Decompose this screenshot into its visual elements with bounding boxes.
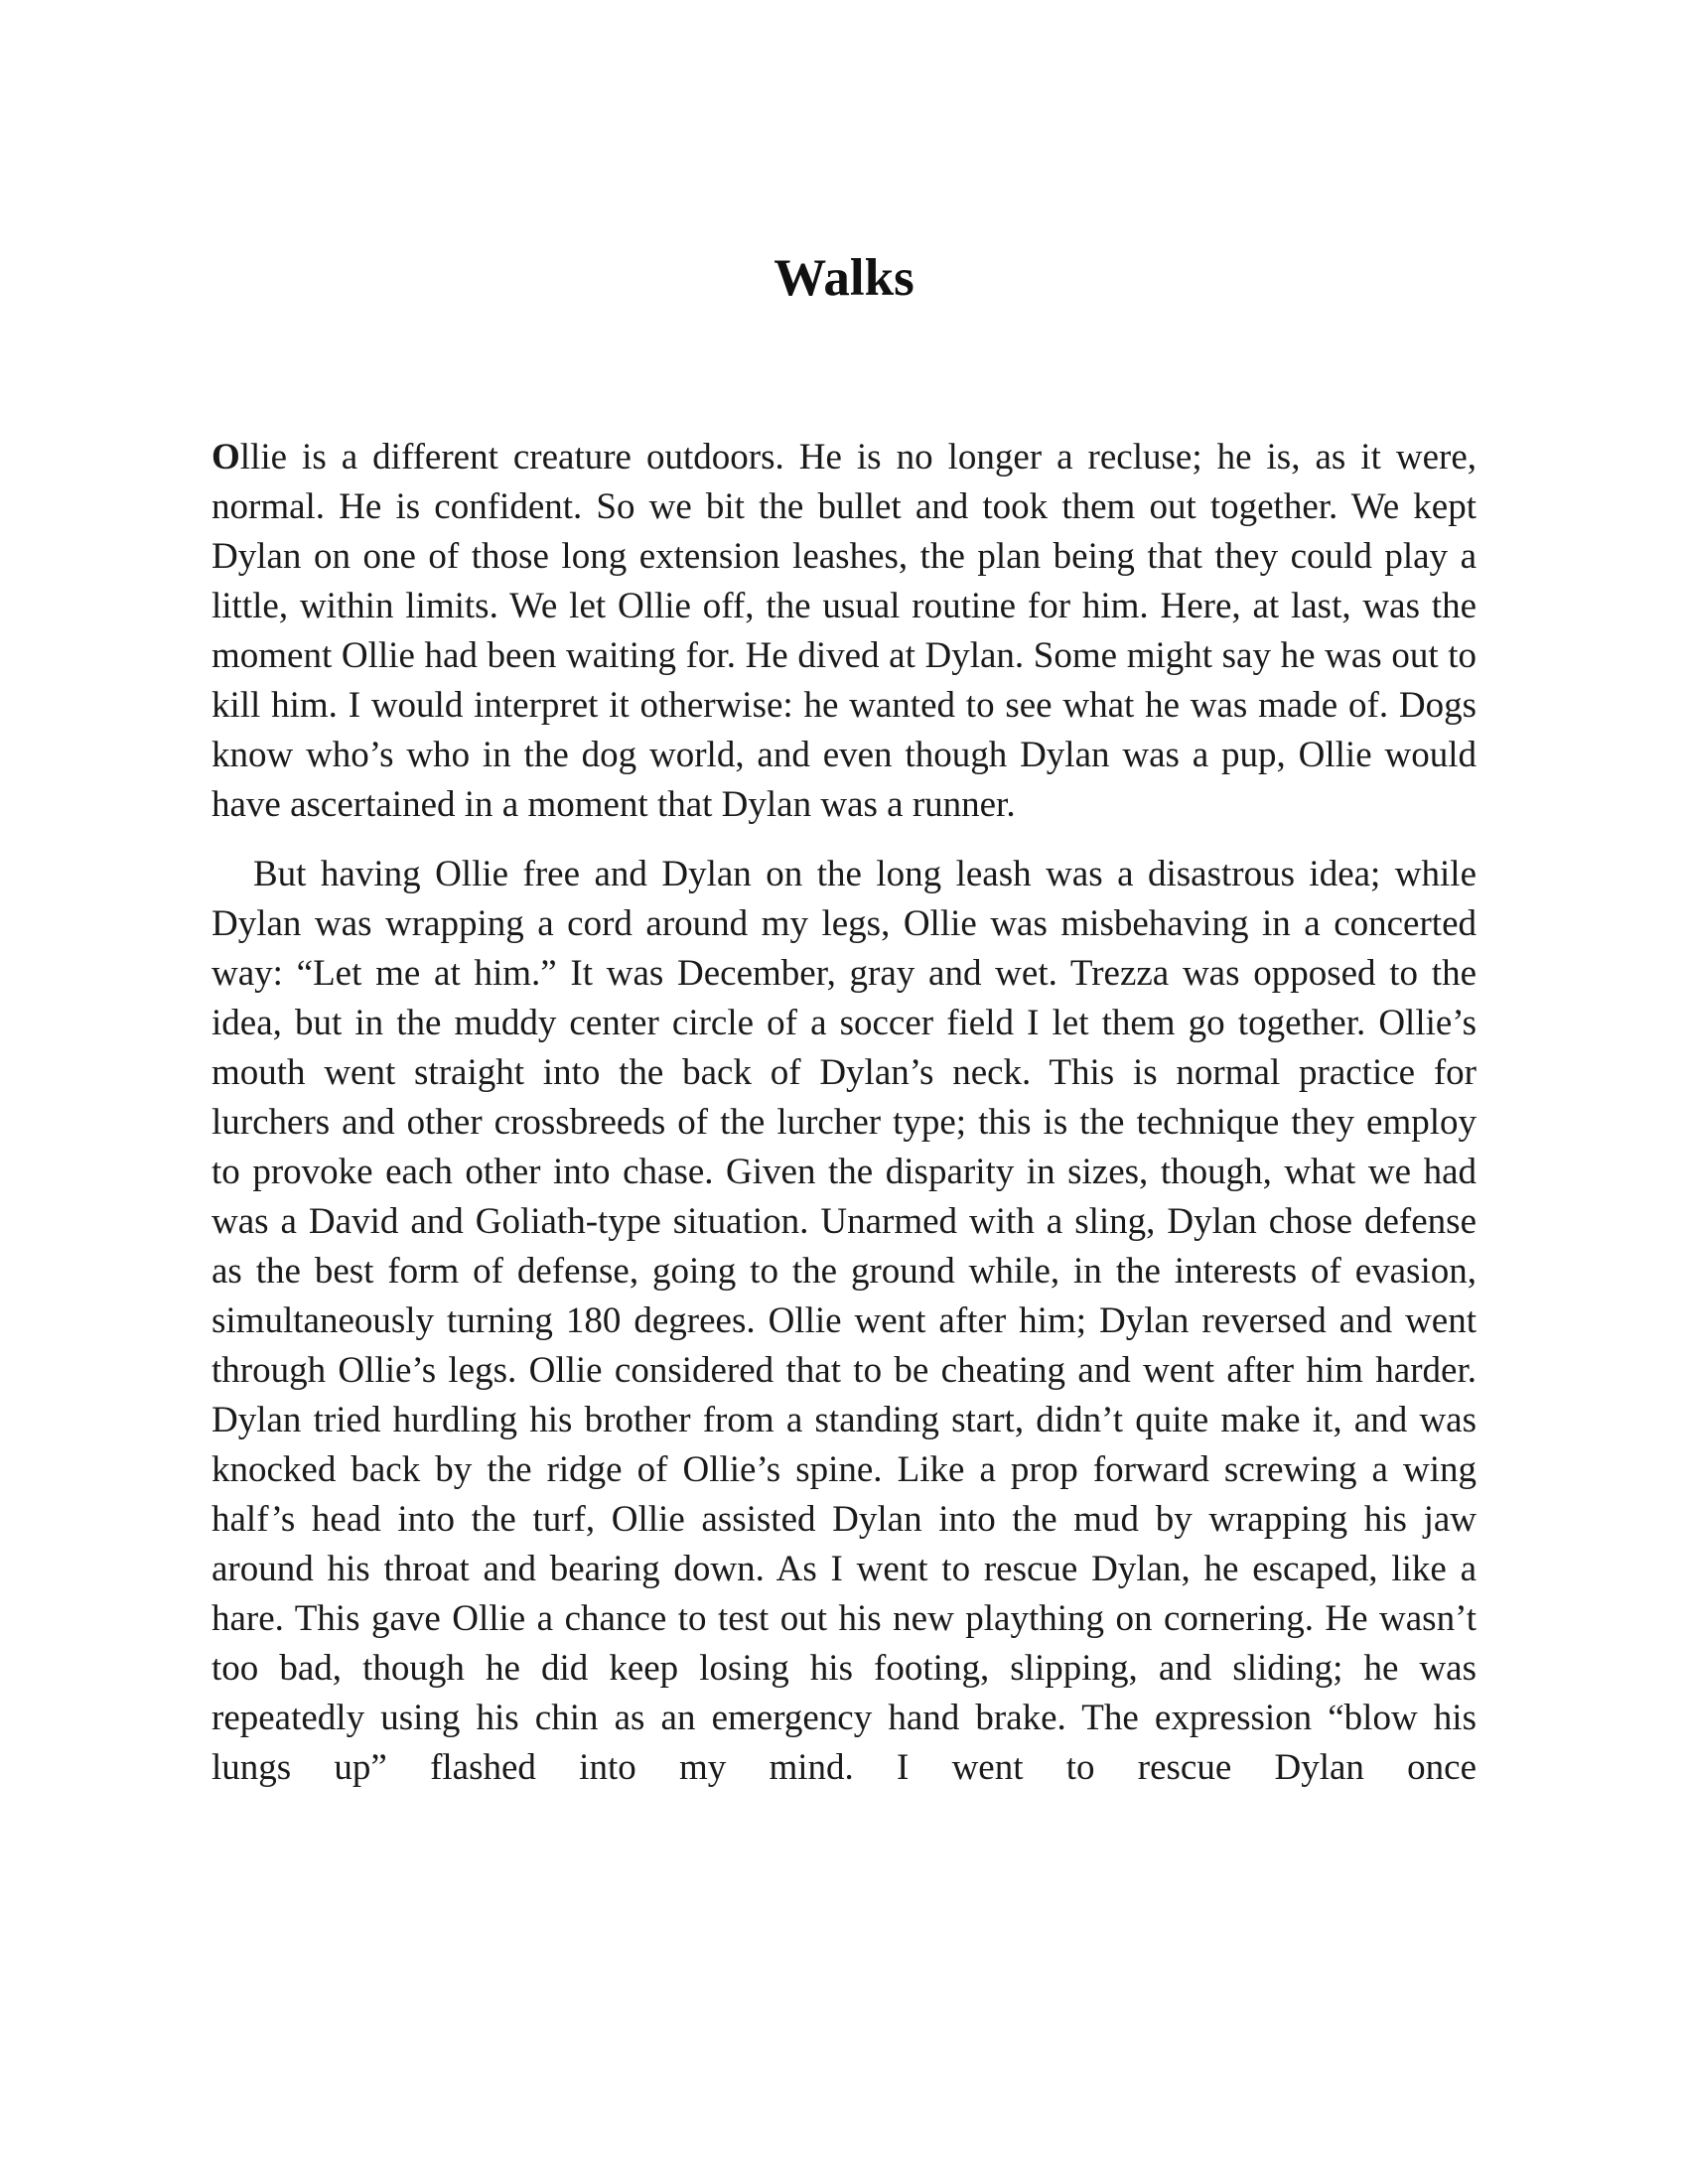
paragraph-2: But having Ollie free and Dylan on the long leash was a disastrous idea; while Dylan was wrapping a cord around my legs, Ollie was misbehaving in a concerted way: “Let me at him.” It was December, gray and wet. Trezza was opposed to the idea, but in the muddy center circle of a soccer field I let them go together. Ollie’s mouth went straight into the back of Dylan’s neck. This is normal practice for lurchers and other crossbreeds of the lurcher type; this is the technique they employ to provoke each other into chase. Given the disparity in sizes, though, what we had was a David and Goliath-type situation. Unarmed with a sling, Dylan chose defense as the best form of defense, going to the ground while, in the interests of evasion, simultaneously turning 180 degrees. Ollie went after him; Dylan reversed and went through Ollie’s legs. Ollie considered that to be cheating and went after him harder. Dylan tried hurdling his brother from a standing start, didn’t quite make it, and was knocked back by the ridge of Ollie’s spine. Like a prop forward screwing a wing half’s head into the turf, Ollie assisted Dylan into the mud by wrapping his jaw around his throat and bearing down. As I went to rescue Dylan, he escaped, like a hare. This gave Ollie a chance to test out his new plaything on cornering. He wasn’t too bad, though he did keep losing his footing, slipping, and sliding; he was repeatedly using his chin as an emergency hand brake. The expression “blow his lungs up” flashed into my mind. I went to rescue Dylan once xyxy=(211,854,1477,1788)
paragraph-1 xyxy=(211,433,1477,830)
paragraph-1-text: llie is a different creature outdoors. He is no longer a recluse; he is, as it were, normal. He is confident. So we bit the bullet and took them out together. We kept Dylan on one of those long extension leashes, the plan being that they could play a little, within limits. We let Ollie off, the usual routine for him. Here, at last, was the moment Ollie had been waiting for. He dived at Dylan. Some might say he was out to kill him. I would interpret it otherwise: he wanted to see what he was made of. Dogs know who’s who in the dog world, and even though Dylan was a pup, Ollie would have ascertained in a moment that Dylan was a runner. xyxy=(211,437,1477,825)
body-text xyxy=(211,433,1477,1793)
chapter-title: Walks xyxy=(774,249,914,307)
lead-letter: O xyxy=(211,437,240,478)
